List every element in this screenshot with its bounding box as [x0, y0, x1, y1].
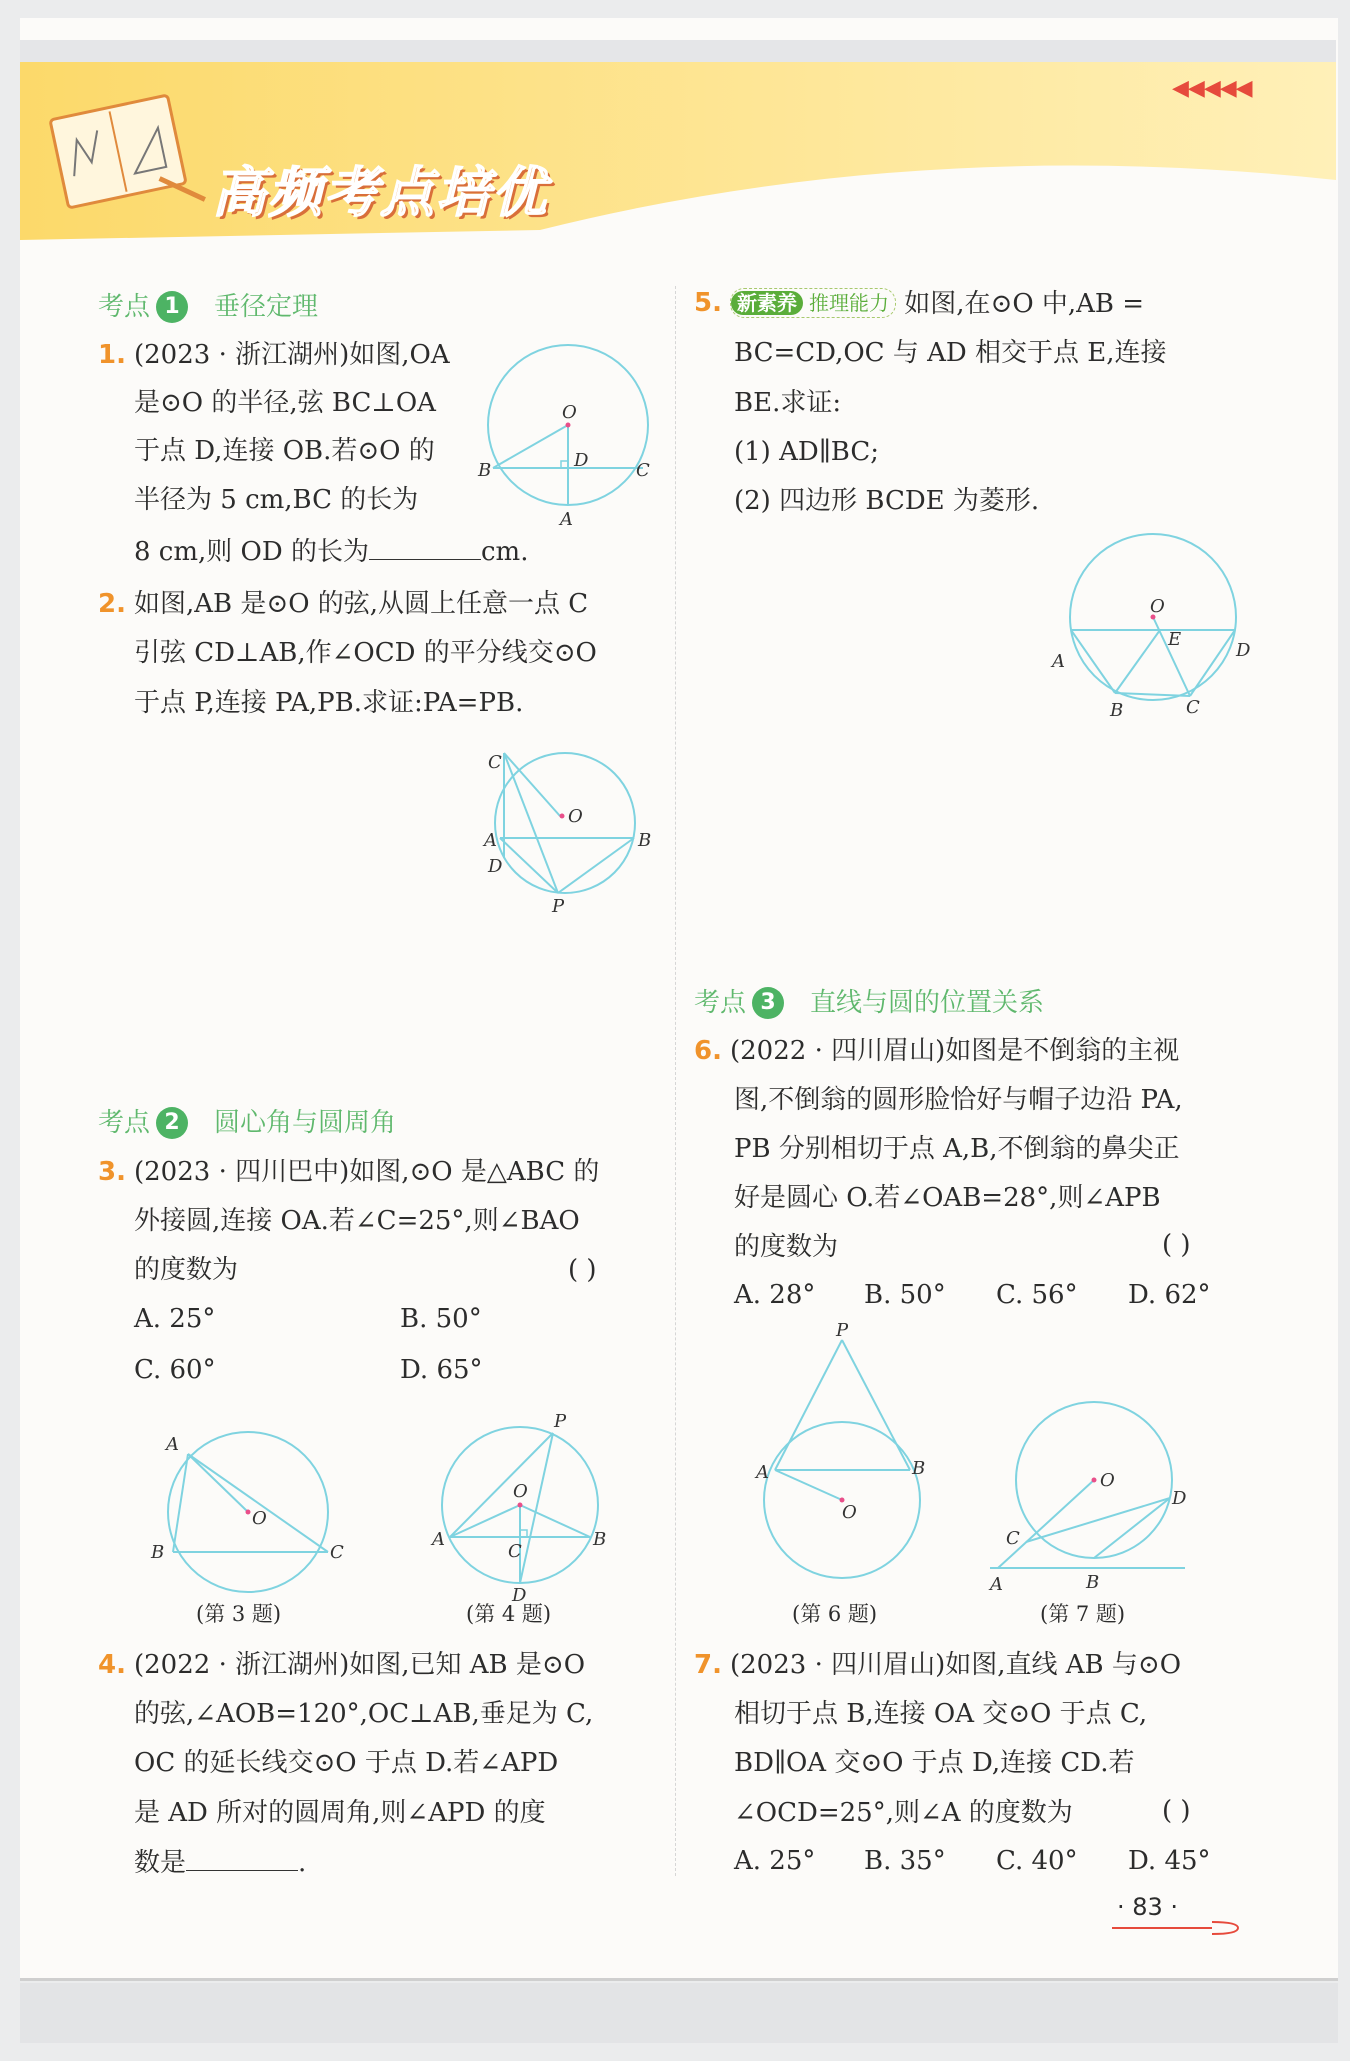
page-bottom-strip [20, 1983, 1338, 2043]
svg-text:O: O [568, 806, 583, 827]
figure-caption-q7: (第 7 题) [1040, 1602, 1126, 1626]
svg-text:O: O [1100, 1470, 1115, 1491]
svg-text:B: B [593, 1529, 607, 1550]
option-b: B. 50° [864, 1280, 946, 1310]
svg-text:O: O [252, 1508, 267, 1529]
svg-text:P: P [836, 1320, 849, 1341]
figure-caption-q6: (第 6 题) [792, 1602, 878, 1626]
option-d: D. 62° [1128, 1280, 1211, 1310]
svg-text:P: P [554, 1411, 567, 1432]
page-number: · 83 · [1117, 1893, 1179, 1921]
figure-caption-q3: (第 3 题) [196, 1602, 282, 1626]
svg-text:D: D [512, 1585, 527, 1606]
figure-q5 [1050, 530, 1260, 720]
svg-text:A: A [560, 509, 573, 530]
option-c: C. 60° [134, 1355, 216, 1385]
svg-text:A: A [484, 830, 497, 851]
option-a: A. 28° [734, 1280, 816, 1310]
section-header-1: 考点 1 垂径定理 [98, 292, 319, 322]
svg-text:B: B [912, 1458, 926, 1479]
figure-caption-q4: (第 4 题) [466, 1602, 552, 1626]
figure-q2 [470, 748, 650, 918]
section-header-2: 考点 2 圆心角与圆周角 [98, 1108, 397, 1138]
page-number-underline [1112, 1920, 1242, 1936]
option-c: C. 56° [996, 1280, 1078, 1310]
section-header-3: 考点 3 直线与圆的位置关系 [694, 988, 1045, 1018]
svg-text:C: C [1006, 1528, 1020, 1549]
answer-paren[interactable]: ( ) [1162, 1796, 1191, 1826]
svg-text:D: D [1172, 1488, 1187, 1509]
figure-q7 [990, 1400, 1210, 1595]
figure-q1 [478, 330, 658, 530]
svg-text:A: A [1052, 651, 1065, 672]
answer-blank[interactable] [369, 537, 481, 560]
figure-q6 [750, 1320, 950, 1600]
decorative-arrows-icon: ◀◀◀◀◀ [1172, 76, 1252, 101]
answer-blank[interactable] [186, 1848, 298, 1871]
svg-text:A: A [756, 1462, 769, 1483]
svg-text:D: D [1236, 640, 1251, 661]
svg-text:O: O [562, 402, 577, 423]
svg-text:B: B [478, 460, 492, 481]
svg-text:C: C [508, 1541, 522, 1562]
svg-text:C: C [1186, 697, 1200, 718]
answer-paren[interactable]: ( ) [1162, 1230, 1191, 1260]
svg-text:C: C [330, 1542, 344, 1563]
svg-text:P: P [552, 896, 565, 917]
svg-text:B: B [1086, 1572, 1100, 1593]
svg-text:O: O [513, 1481, 528, 1502]
option-b: B. 35° [864, 1846, 946, 1876]
svg-text:O: O [1150, 596, 1165, 617]
svg-text:B: B [638, 830, 652, 851]
page-title: 高频考点培优 [212, 161, 548, 224]
option-a: A. 25° [734, 1846, 816, 1876]
svg-text:A: A [432, 1529, 445, 1550]
svg-text:B: B [1110, 700, 1124, 721]
option-a: A. 25° [134, 1304, 216, 1334]
svg-text:D: D [488, 856, 503, 877]
svg-text:A: A [166, 1434, 179, 1455]
svg-text:O: O [842, 1502, 857, 1523]
svg-text:C: C [636, 460, 650, 481]
figure-q3 [148, 1422, 348, 1592]
svg-text:D: D [574, 450, 589, 471]
svg-text:B: B [151, 1542, 165, 1563]
svg-text:E: E [1168, 629, 1182, 650]
option-c: C. 40° [996, 1846, 1078, 1876]
svg-text:A: A [990, 1574, 1003, 1595]
column-divider [675, 286, 676, 1876]
figure-q4 [428, 1405, 618, 1606]
literacy-badge: 新素养 推理能力 [730, 288, 896, 318]
option-d: D. 65° [400, 1355, 483, 1385]
option-b: B. 50° [400, 1304, 482, 1334]
answer-paren[interactable]: ( ) [568, 1255, 597, 1285]
svg-text:C: C [488, 752, 502, 773]
option-d: D. 45° [1128, 1846, 1211, 1876]
